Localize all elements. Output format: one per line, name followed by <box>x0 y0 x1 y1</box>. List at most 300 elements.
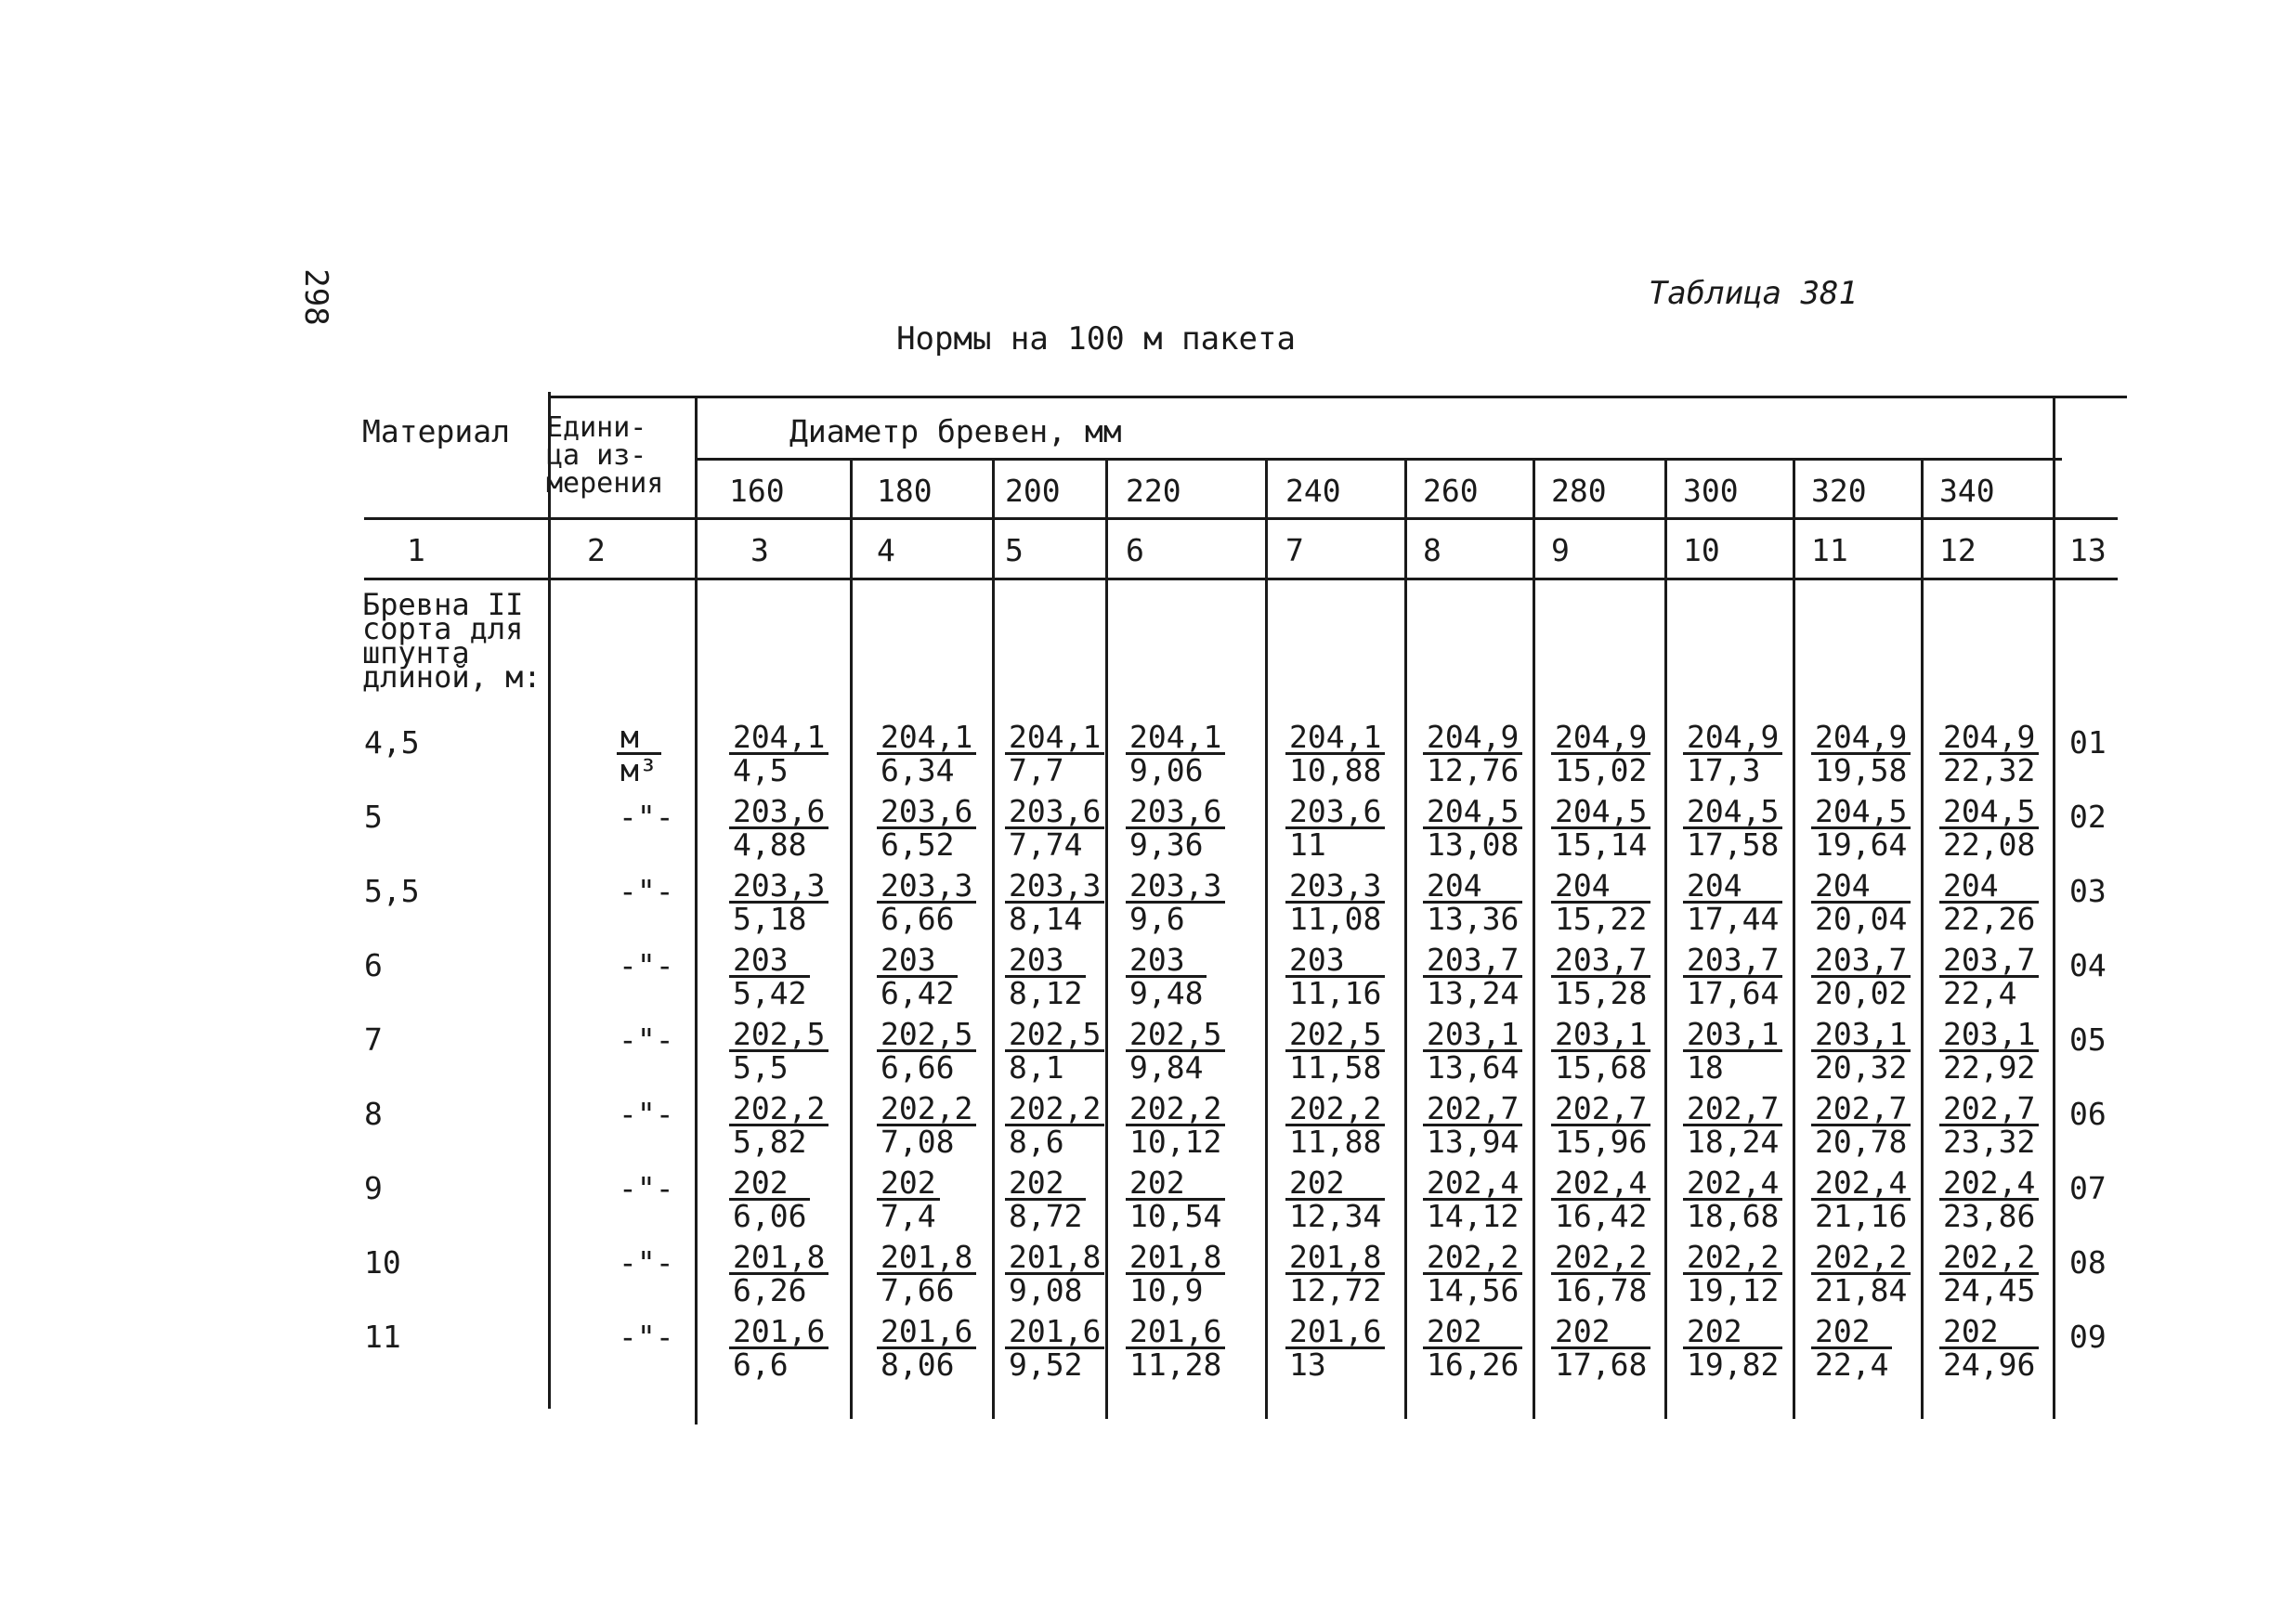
diameter-header: 260 <box>1423 473 1479 509</box>
value-fraction <box>1551 793 1650 863</box>
value-fraction <box>1126 1016 1225 1086</box>
diameter-header: 160 <box>729 473 785 509</box>
norm-value: 202,5 <box>1285 1019 1385 1052</box>
column-number: 12 <box>1939 532 1976 568</box>
norm-value: 202 <box>1811 1316 1892 1349</box>
value-fraction <box>1811 1090 1911 1160</box>
value-fraction <box>1285 1313 1385 1383</box>
diameter-header: 340 <box>1939 473 1995 509</box>
value-fraction <box>1811 867 1911 937</box>
value-fraction <box>1126 942 1207 1011</box>
norm-value: 201,6 <box>877 1316 976 1349</box>
value-fraction <box>729 942 810 1011</box>
norm-value: 202,4 <box>1551 1167 1650 1201</box>
norm-value: 203,1 <box>1423 1019 1522 1052</box>
value-fraction <box>1423 793 1522 863</box>
value-fraction <box>1285 793 1385 863</box>
ditto-mark: -"- <box>619 799 674 835</box>
quantity-value: 22,4 <box>1943 975 2017 1011</box>
norm-value: 202 <box>1423 1316 1522 1349</box>
norm-value: 201,6 <box>1126 1316 1225 1349</box>
norm-value: 201,6 <box>729 1316 828 1349</box>
norm-value: 202 <box>729 1167 810 1201</box>
quantity-value: 11,88 <box>1289 1124 1382 1160</box>
value-fraction <box>1939 1090 2039 1160</box>
quantity-value: 6,6 <box>733 1346 789 1383</box>
value-fraction <box>1683 719 1782 788</box>
norm-value: 204,5 <box>1811 796 1911 829</box>
column-number: 4 <box>877 532 895 568</box>
quantity-value: 6,42 <box>881 975 955 1011</box>
value-fraction <box>729 867 828 937</box>
norm-value: 202,7 <box>1551 1093 1650 1126</box>
diameter-header: 180 <box>877 473 933 509</box>
column-number: 9 <box>1551 532 1570 568</box>
quantity-value: 17,3 <box>1687 752 1761 788</box>
norm-value: 201,8 <box>1005 1242 1104 1275</box>
row-length: 11 <box>364 1319 401 1355</box>
quantity-value: 6,06 <box>733 1198 807 1234</box>
quantity-value: 7,66 <box>881 1272 955 1308</box>
norm-value: 203,3 <box>1126 870 1225 904</box>
value-fraction <box>877 1016 976 1086</box>
row-code: 07 <box>2069 1170 2107 1206</box>
row-length: 4,5 <box>364 724 420 761</box>
value-fraction <box>1811 719 1911 788</box>
norm-value: 203,1 <box>1939 1019 2039 1052</box>
value-fraction <box>1551 1239 1650 1308</box>
column-number: 10 <box>1683 532 1720 568</box>
quantity-value: 8,6 <box>1009 1124 1064 1160</box>
norm-value: 202,4 <box>1683 1167 1782 1201</box>
value-fraction <box>1683 1164 1782 1234</box>
ditto-mark: -"- <box>619 1096 674 1132</box>
value-fraction <box>877 793 976 863</box>
norm-value: 204 <box>1423 870 1522 904</box>
value-fraction <box>1005 1239 1104 1308</box>
norm-value: 204,5 <box>1551 796 1650 829</box>
value-fraction <box>1423 1090 1522 1160</box>
value-fraction <box>1005 719 1104 788</box>
row-code: 08 <box>2069 1244 2107 1281</box>
norm-value: 202 <box>1285 1167 1385 1201</box>
quantity-value: 9,08 <box>1009 1272 1083 1308</box>
value-fraction <box>1939 1164 2039 1234</box>
row-length: 5,5 <box>364 873 420 909</box>
value-fraction <box>1939 942 2039 1011</box>
value-fraction <box>729 1313 828 1383</box>
diameter-header: 320 <box>1811 473 1867 509</box>
norm-value: 202,7 <box>1423 1093 1522 1126</box>
value-fraction <box>1811 793 1911 863</box>
quantity-value: 14,12 <box>1427 1198 1520 1234</box>
norm-value: 203,6 <box>729 796 828 829</box>
value-fraction <box>1939 867 2039 937</box>
norm-value: 202,5 <box>1126 1019 1225 1052</box>
col-divider <box>2053 396 2055 1419</box>
norm-value: 202,2 <box>1126 1093 1225 1126</box>
ditto-mark: -"- <box>619 1319 674 1355</box>
value-fraction <box>1126 1239 1225 1308</box>
row-length: 6 <box>364 947 383 983</box>
norm-value: 202 <box>1683 1316 1782 1349</box>
quantity-value: 15,68 <box>1555 1049 1648 1086</box>
ditto-mark: -"- <box>619 1021 674 1058</box>
norm-value: 202 <box>877 1167 940 1201</box>
quantity-value: 7,08 <box>881 1124 955 1160</box>
value-fraction <box>1551 1164 1650 1234</box>
value-fraction <box>1285 867 1385 937</box>
norm-value: 204,9 <box>1683 722 1782 755</box>
norm-value: 204,9 <box>1939 722 2039 755</box>
unit-numerator: м <box>617 722 661 755</box>
numbers-bottom-rule <box>364 578 2118 580</box>
quantity-value: 15,28 <box>1555 975 1648 1011</box>
value-fraction <box>1285 719 1385 788</box>
unit-denominator: м³ <box>620 752 658 788</box>
column-number: 1 <box>407 532 425 568</box>
material-heading: Бревна II сорта для шпунта длиной, м: <box>362 587 541 695</box>
quantity-value: 15,14 <box>1555 826 1648 863</box>
norm-value: 203,6 <box>1005 796 1104 829</box>
row-length: 10 <box>364 1244 401 1281</box>
column-number: 2 <box>587 532 606 568</box>
norm-value: 202,5 <box>1005 1019 1104 1052</box>
quantity-value: 15,02 <box>1555 752 1648 788</box>
quantity-value: 9,84 <box>1129 1049 1204 1086</box>
value-fraction <box>877 1239 976 1308</box>
row-code: 09 <box>2069 1319 2107 1355</box>
ditto-mark: -"- <box>619 1170 674 1206</box>
value-fraction <box>1126 867 1225 937</box>
value-fraction <box>1683 1313 1782 1383</box>
value-fraction <box>1005 867 1104 937</box>
quantity-value: 14,56 <box>1427 1272 1520 1308</box>
quantity-value: 8,06 <box>881 1346 955 1383</box>
norm-value: 202,2 <box>1285 1093 1385 1126</box>
value-fraction <box>729 1239 828 1308</box>
quantity-value: 13,94 <box>1427 1124 1520 1160</box>
norm-value: 204 <box>1939 870 2039 904</box>
value-fraction <box>1285 1164 1385 1234</box>
norm-value: 204,9 <box>1811 722 1911 755</box>
norm-value: 203,1 <box>1811 1019 1911 1052</box>
value-fraction <box>877 942 958 1011</box>
value-fraction <box>1811 1239 1911 1308</box>
norm-value: 203 <box>877 944 958 978</box>
quantity-value: 4,88 <box>733 826 807 863</box>
quantity-value: 23,32 <box>1943 1124 2036 1160</box>
quantity-value: 22,32 <box>1943 752 2036 788</box>
unit-fraction <box>617 719 661 788</box>
norm-value: 203 <box>729 944 810 978</box>
quantity-value: 21,84 <box>1815 1272 1908 1308</box>
value-fraction <box>1811 1164 1911 1234</box>
norm-value: 204,5 <box>1683 796 1782 829</box>
norm-value: 204,1 <box>1285 722 1385 755</box>
value-fraction <box>1005 1313 1104 1383</box>
ditto-mark: -"- <box>619 1244 674 1281</box>
value-fraction <box>1811 1016 1911 1086</box>
norm-value: 203,3 <box>729 870 828 904</box>
header-diameter: Диаметр бревен, мм <box>789 413 1122 449</box>
norm-value: 204 <box>1683 870 1782 904</box>
value-fraction <box>1423 867 1522 937</box>
norm-value: 202,2 <box>877 1093 976 1126</box>
row-code: 02 <box>2069 799 2107 835</box>
quantity-value: 12,34 <box>1289 1198 1382 1234</box>
quantity-value: 5,5 <box>733 1049 789 1086</box>
norm-value: 204,5 <box>1423 796 1522 829</box>
col-divider <box>1921 458 1924 1419</box>
value-fraction <box>729 793 828 863</box>
norm-value: 203,7 <box>1811 944 1911 978</box>
norm-value: 203 <box>1285 944 1385 978</box>
value-fraction <box>1005 942 1086 1011</box>
quantity-value: 7,4 <box>881 1198 936 1234</box>
quantity-value: 18,24 <box>1687 1124 1780 1160</box>
ditto-mark: -"- <box>619 873 674 909</box>
quantity-value: 6,66 <box>881 1049 955 1086</box>
quantity-value: 10,88 <box>1289 752 1382 788</box>
norm-value: 202 <box>1126 1167 1225 1201</box>
value-fraction <box>1683 793 1782 863</box>
col-divider <box>850 458 853 1419</box>
value-fraction <box>1423 1239 1522 1308</box>
col-divider <box>992 458 995 1419</box>
norm-value: 202,4 <box>1811 1167 1911 1201</box>
value-fraction <box>1551 719 1650 788</box>
col-divider <box>1664 458 1667 1419</box>
norm-value: 202 <box>1551 1316 1650 1349</box>
quantity-value: 19,64 <box>1815 826 1908 863</box>
norm-value: 202,7 <box>1683 1093 1782 1126</box>
quantity-value: 5,42 <box>733 975 807 1011</box>
quantity-value: 11,08 <box>1289 901 1382 937</box>
norm-value: 204,1 <box>1126 722 1225 755</box>
quantity-value: 9,52 <box>1009 1346 1083 1383</box>
norm-value: 201,8 <box>1285 1242 1385 1275</box>
quantity-value: 19,82 <box>1687 1346 1780 1383</box>
quantity-value: 8,72 <box>1009 1198 1083 1234</box>
quantity-value: 7,74 <box>1009 826 1083 863</box>
col-divider <box>1265 458 1268 1419</box>
value-fraction <box>877 1090 976 1160</box>
value-fraction <box>1126 1313 1225 1383</box>
quantity-value: 11,16 <box>1289 975 1382 1011</box>
value-fraction <box>877 1164 940 1234</box>
quantity-value: 19,12 <box>1687 1272 1780 1308</box>
norm-value: 201,8 <box>1126 1242 1225 1275</box>
col-divider <box>548 392 551 1409</box>
col-divider <box>1105 458 1108 1419</box>
row-code: 03 <box>2069 873 2107 909</box>
value-fraction <box>1551 1313 1650 1383</box>
value-fraction <box>729 1164 810 1234</box>
value-fraction <box>1285 1016 1385 1086</box>
quantity-value: 17,58 <box>1687 826 1780 863</box>
quantity-value: 20,78 <box>1815 1124 1908 1160</box>
quantity-value: 15,96 <box>1555 1124 1648 1160</box>
column-number: 13 <box>2069 532 2107 568</box>
diameter-header: 220 <box>1126 473 1181 509</box>
quantity-value: 17,68 <box>1555 1346 1648 1383</box>
quantity-value: 16,42 <box>1555 1198 1648 1234</box>
norm-value: 202,5 <box>877 1019 976 1052</box>
value-fraction <box>1551 867 1650 937</box>
column-number: 11 <box>1811 532 1848 568</box>
norm-value: 203,6 <box>1126 796 1225 829</box>
row-length: 7 <box>364 1021 383 1058</box>
header-material: Материал <box>362 413 510 449</box>
diameter-header: 280 <box>1551 473 1607 509</box>
value-fraction <box>1423 1313 1522 1383</box>
value-fraction <box>1005 793 1104 863</box>
norm-value: 201,8 <box>877 1242 976 1275</box>
quantity-value: 18 <box>1687 1049 1724 1086</box>
norm-value: 202,2 <box>1551 1242 1650 1275</box>
norm-value: 203,3 <box>1005 870 1104 904</box>
value-fraction <box>1285 1090 1385 1160</box>
quantity-value: 16,78 <box>1555 1272 1648 1308</box>
row-code: 06 <box>2069 1096 2107 1132</box>
quantity-value: 22,08 <box>1943 826 2036 863</box>
page-number: 298 <box>297 268 334 326</box>
quantity-value: 5,18 <box>733 901 807 937</box>
value-fraction <box>1683 1016 1782 1086</box>
quantity-value: 21,16 <box>1815 1198 1908 1234</box>
quantity-value: 13 <box>1289 1346 1326 1383</box>
norm-value: 203,7 <box>1683 944 1782 978</box>
value-fraction <box>1005 1016 1104 1086</box>
ditto-mark: -"- <box>619 947 674 983</box>
quantity-value: 8,12 <box>1009 975 1083 1011</box>
quantity-value: 7,7 <box>1009 752 1064 788</box>
norm-value: 202,2 <box>1423 1242 1522 1275</box>
column-number: 8 <box>1423 532 1442 568</box>
quantity-value: 22,4 <box>1815 1346 1889 1383</box>
column-number: 5 <box>1005 532 1024 568</box>
row-length: 5 <box>364 799 383 835</box>
quantity-value: 10,54 <box>1129 1198 1222 1234</box>
norm-value: 202,2 <box>1005 1093 1104 1126</box>
row-code: 01 <box>2069 724 2107 761</box>
norm-value: 202,2 <box>1939 1242 2039 1275</box>
value-fraction <box>877 719 976 788</box>
value-fraction <box>1811 942 1911 1011</box>
quantity-value: 11,28 <box>1129 1346 1222 1383</box>
norm-value: 201,6 <box>1285 1316 1385 1349</box>
quantity-value: 12,72 <box>1289 1272 1382 1308</box>
value-fraction <box>729 1016 828 1086</box>
col-divider <box>695 396 698 1424</box>
norm-value: 203,6 <box>1285 796 1385 829</box>
row-code: 04 <box>2069 947 2107 983</box>
norm-value: 204 <box>1811 870 1911 904</box>
quantity-value: 17,44 <box>1687 901 1780 937</box>
quantity-value: 9,06 <box>1129 752 1204 788</box>
norm-value: 202,4 <box>1423 1167 1522 1201</box>
norm-value: 204 <box>1551 870 1650 904</box>
norm-value: 203 <box>1126 944 1207 978</box>
quantity-value: 19,58 <box>1815 752 1908 788</box>
quantity-value: 6,34 <box>881 752 955 788</box>
col-divider <box>1533 458 1535 1419</box>
norm-value: 203,6 <box>877 796 976 829</box>
quantity-value: 9,36 <box>1129 826 1204 863</box>
quantity-value: 20,02 <box>1815 975 1908 1011</box>
quantity-value: 8,14 <box>1009 901 1083 937</box>
header-unit: Едини- ца из- мерения <box>546 411 664 500</box>
value-fraction <box>1126 793 1225 863</box>
value-fraction <box>1939 719 2039 788</box>
value-fraction <box>1423 719 1522 788</box>
table-label: Таблица 381 <box>1648 275 1858 312</box>
quantity-value: 11 <box>1289 826 1326 863</box>
value-fraction <box>1285 942 1385 1011</box>
col-divider <box>1793 458 1795 1419</box>
value-fraction <box>1939 1313 2039 1383</box>
norm-value: 203,1 <box>1551 1019 1650 1052</box>
value-fraction <box>1551 1016 1650 1086</box>
norm-value: 201,6 <box>1005 1316 1104 1349</box>
value-fraction <box>729 719 828 788</box>
quantity-value: 16,26 <box>1427 1346 1520 1383</box>
quantity-value: 22,92 <box>1943 1049 2036 1086</box>
value-fraction <box>877 867 976 937</box>
quantity-value: 13,64 <box>1427 1049 1520 1086</box>
diameter-header: 200 <box>1005 473 1061 509</box>
norm-value: 201,8 <box>729 1242 828 1275</box>
column-number: 3 <box>750 532 769 568</box>
col-divider <box>1404 458 1407 1419</box>
row-length: 9 <box>364 1170 383 1206</box>
norm-value: 204,1 <box>1005 722 1104 755</box>
value-fraction <box>1683 867 1782 937</box>
quantity-value: 15,22 <box>1555 901 1648 937</box>
quantity-value: 8,1 <box>1009 1049 1064 1086</box>
value-fraction <box>1005 1090 1104 1160</box>
row-length: 8 <box>364 1096 383 1132</box>
value-fraction <box>1126 1090 1225 1160</box>
quantity-value: 24,45 <box>1943 1272 2036 1308</box>
diameter-header: 300 <box>1683 473 1739 509</box>
value-fraction <box>1811 1313 1892 1383</box>
quantity-value: 11,58 <box>1289 1049 1382 1086</box>
quantity-value: 6,26 <box>733 1272 807 1308</box>
norm-value: 202,2 <box>1811 1242 1911 1275</box>
value-fraction <box>1683 1090 1782 1160</box>
quantity-value: 13,36 <box>1427 901 1520 937</box>
quantity-value: 13,24 <box>1427 975 1520 1011</box>
quantity-value: 23,86 <box>1943 1198 2036 1234</box>
value-fraction <box>877 1313 976 1383</box>
norm-value: 202,7 <box>1939 1093 2039 1126</box>
quantity-value: 4,5 <box>733 752 789 788</box>
column-number: 6 <box>1126 532 1144 568</box>
value-fraction <box>1551 942 1650 1011</box>
table-top-rule <box>548 396 2127 398</box>
norm-value: 202 <box>1939 1316 2039 1349</box>
value-fraction <box>1005 1164 1086 1234</box>
quantity-value: 6,66 <box>881 901 955 937</box>
value-fraction <box>1683 942 1782 1011</box>
norm-value: 203,1 <box>1683 1019 1782 1052</box>
diameter-rule <box>697 458 2062 461</box>
value-fraction <box>1423 1164 1522 1234</box>
quantity-value: 12,76 <box>1427 752 1520 788</box>
quantity-value: 13,08 <box>1427 826 1520 863</box>
